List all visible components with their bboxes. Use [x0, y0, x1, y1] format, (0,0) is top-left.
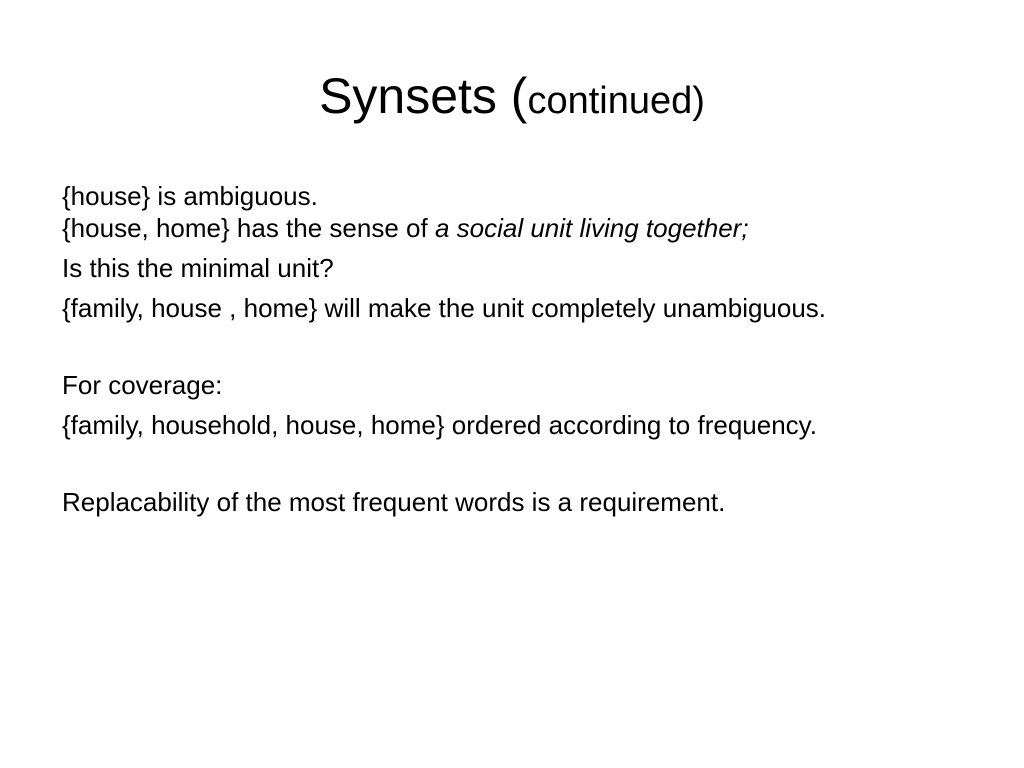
bullet-house-home-sense	[62, 212, 962, 244]
sense-prefix: {house, home} has the sense of	[62, 213, 435, 243]
sense-definition: a social unit living together;	[434, 213, 749, 243]
bullet-house-ambiguous: {house} is ambiguous.	[62, 181, 318, 211]
bullet-minimal-unit: Is this the minimal unit?	[62, 253, 334, 283]
bullet-family-house-home: {family, house , home} will make the unit completely unambiguous.	[62, 293, 827, 323]
title-close-paren: )	[692, 80, 705, 122]
bullet-ordered-frequency: {family, household, house, home} ordered according to frequency.	[62, 410, 817, 440]
title-continued: continued	[527, 80, 693, 122]
slide-body	[62, 180, 962, 518]
bullet-for-coverage: For coverage:	[62, 370, 223, 400]
slide-title	[0, 64, 1024, 133]
title-main: Synsets (	[319, 68, 528, 124]
bullet-replacability: Replacability of the most frequent words is a requirement.	[62, 487, 726, 517]
